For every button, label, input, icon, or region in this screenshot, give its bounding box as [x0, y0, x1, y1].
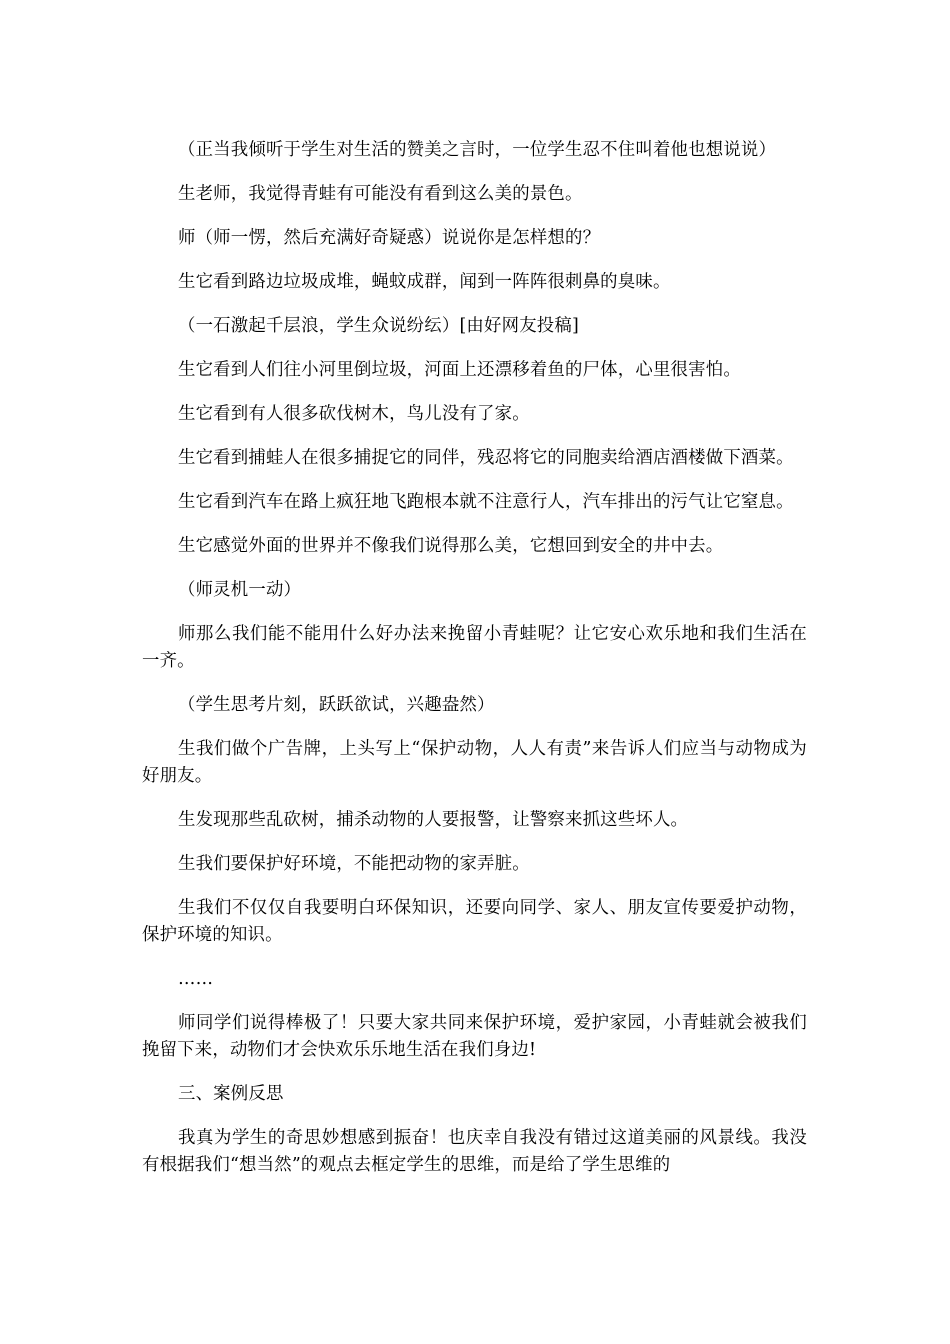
- paragraph-5: （一石激起千层浪，学生众说纷纭）[由好网友投稿]: [178, 316, 579, 336]
- paragraph-14: 生我们做个广告牌，上头写上“保护动物，人人有责”来告诉人们应当与动物成为好朋友。: [142, 739, 807, 786]
- paragraph-19: 师同学们说得棒极了！只要大家共同来保护环境，爱护家园，小青蛙就会被我们挽留下来，动物们才会快欢乐乐地生活在我们身边!: [142, 1013, 807, 1060]
- paragraph-8: 生它看到捕蛙人在很多捕捉它的同伴，残忍将它的同胞卖给酒店酒楼做下酒菜。: [178, 448, 794, 468]
- paragraph-7: 生它看到有人很多砍伐树木，鸟儿没有了家。: [178, 404, 530, 424]
- paragraph-2: 生老师，我觉得青蛙有可能没有看到这么美的景色。: [178, 184, 583, 204]
- paragraph-15: 生发现那些乱砍树，捕杀动物的人要报警，让警察来抓这些坏人。: [178, 810, 689, 830]
- section-heading-case-reflection: 三、案例反思: [178, 1084, 284, 1104]
- document-body: [142, 137, 807, 1196]
- paragraph-18-ellipsis: ……: [178, 969, 214, 989]
- paragraph-6: 生它看到人们往小河里倒垃圾，河面上还漂移着鱼的尸体，心里很害怕。: [178, 360, 741, 380]
- paragraph-4: 生它看到路边垃圾成堆，蝇蚊成群，闻到一阵阵很刺鼻的臭味。: [178, 272, 671, 292]
- paragraph-21: 我真为学生的奇思妙想感到振奋！也庆幸自我没有错过这道美丽的风景线。我没有根据我们“想当然”的观点去框定学生的思维，而是给了学生思维的: [142, 1128, 807, 1175]
- paragraph-11: （师灵机一动）: [178, 580, 302, 600]
- paragraph-16: 生我们要保护好环境，不能把动物的家弄脏。: [178, 854, 530, 874]
- paragraph-13: （学生思考片刻，跃跃欲试，兴趣盎然）: [178, 695, 495, 715]
- paragraph-17: 生我们不仅仅自我要明白环保知识，还要向同学、家人、朋友宣传要爱护动物，保护环境的知识。: [142, 898, 807, 945]
- paragraph-9: 生它看到汽车在路上疯狂地飞跑根本就不注意行人，汽车排出的污气让它窒息。: [178, 492, 794, 512]
- paragraph-1: （正当我倾听于学生对生活的赞美之言时，一位学生忍不住叫着他也想说说）: [178, 140, 777, 160]
- paragraph-10: 生它感觉外面的世界并不像我们说得那么美，它想回到安全的井中去。: [178, 536, 724, 556]
- paragraph-3: 师（师一愣，然后充满好奇疑惑）说说你是怎样想的？: [178, 228, 601, 248]
- paragraph-12: 师那么我们能不能用什么好办法来挽留小青蛙呢？让它安心欢乐地和我们生活在一齐。: [142, 624, 807, 671]
